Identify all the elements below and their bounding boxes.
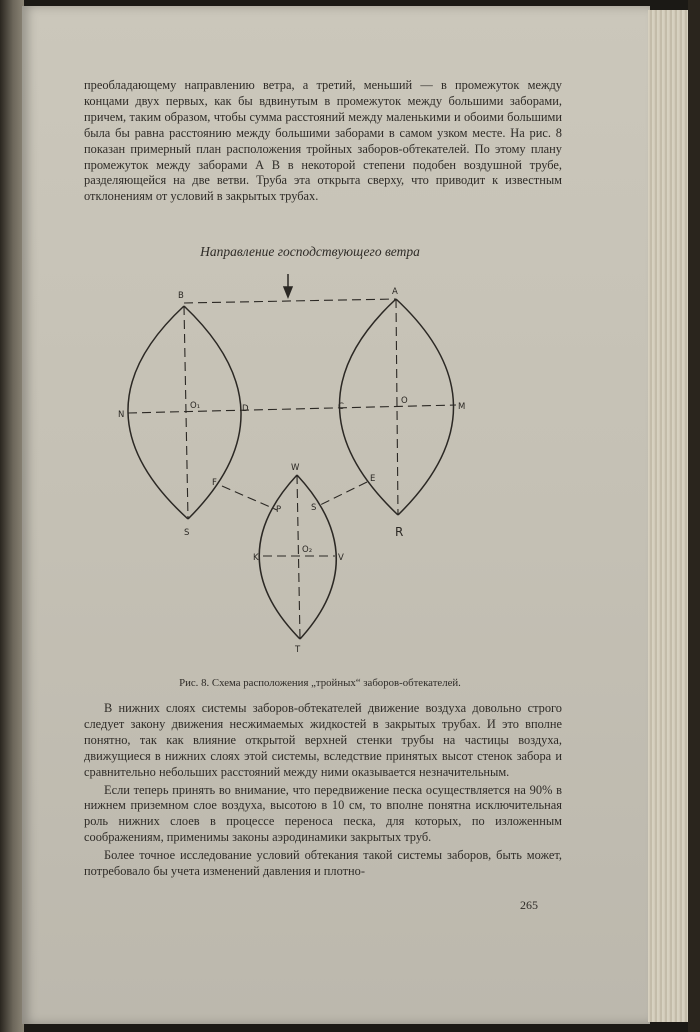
figure-caption: Рис. 8. Схема расположения „тройных“ заборов-обтекателей. (179, 677, 461, 689)
label-n: N (118, 410, 125, 420)
label-o2: O₂ (302, 545, 313, 555)
top-paragraph: преобладающему направлению ветра, а третий, меньший — в промежуток между концами двух первых, как бы вдвинутым в промежуток между большими заборами, причем, таким образом, чтобы сумма расстояний между маленькими и обоими большими была бы равна расстоянию между большими заборами в самом узком месте. На рис. 8 показан примерный план расположения тройных заборов-обтекателей. По этому плану промежуток между заборами А В в некоторой степени подобен воздушной трубе, разделяющейся на две ветви. Труба эта открыта сверху, что приводит к известным отклонениям от условий в закрытых трубах. (84, 78, 562, 204)
label-d: D (242, 404, 249, 414)
label-o: O (401, 396, 408, 406)
label-m: M (458, 402, 466, 412)
top-line-b-a (184, 299, 396, 303)
label-a: A (392, 287, 398, 297)
paragraph-2: Если теперь принять во внимание, что передвижение песка осуществляется на 90% в нижнем приземном слое воздуха, высотою в 10 см, то вполне понятна исключительная роль нижних слоев в процессе переноса песка, для которых, по изложенным соображениям, применимы законы аэродинамики закрытых труб. (84, 782, 562, 845)
paragraph-1: В нижних слоях системы заборов-обтекателей движение воздуха довольно строго следует закону движения несжимаемых жидкостей в закрытых трубах. И это вполне понятно, так как влияние открытой верхней стенки трубы на частицы воздуха, движущиеся в нижних слоях этой системы, вследствие принятых высот стенок забора и сравнительно небольших расстояний между ними оказывается незначительным. (84, 701, 562, 779)
small-fence-right-arc (297, 475, 336, 639)
wind-arrow-head (284, 287, 292, 297)
label-c: C (338, 402, 344, 412)
label-o1: O₁ (190, 401, 201, 411)
right-fence-outer-arc (396, 299, 454, 515)
label-f: F (212, 478, 217, 488)
axis-horizontal (128, 405, 456, 413)
label-v: V (338, 553, 344, 563)
axis-left-vertical (184, 306, 188, 519)
label-b: B (178, 291, 184, 301)
gap-line-right (318, 482, 367, 506)
label-r: R (395, 525, 404, 539)
figure-title: Направление господствующего ветра (200, 244, 420, 259)
label-p: P (276, 505, 282, 515)
label-e: E (370, 474, 376, 484)
label-t: T (295, 645, 301, 655)
label-k: K (253, 553, 259, 563)
small-fence-left-arc (259, 475, 300, 639)
page-number: 265 (520, 898, 538, 912)
gap-line-left (222, 486, 277, 510)
bottom-text (84, 701, 562, 882)
label-w: W (291, 463, 300, 473)
paragraph-3: Более точное исследование условий обтекания такой системы заборов, быть может, потребовало бы учета изменений давления и плотно- (84, 848, 562, 879)
axis-small-vertical (297, 475, 300, 639)
label-s-left: S (184, 528, 190, 538)
label-s-small: S (311, 503, 317, 513)
